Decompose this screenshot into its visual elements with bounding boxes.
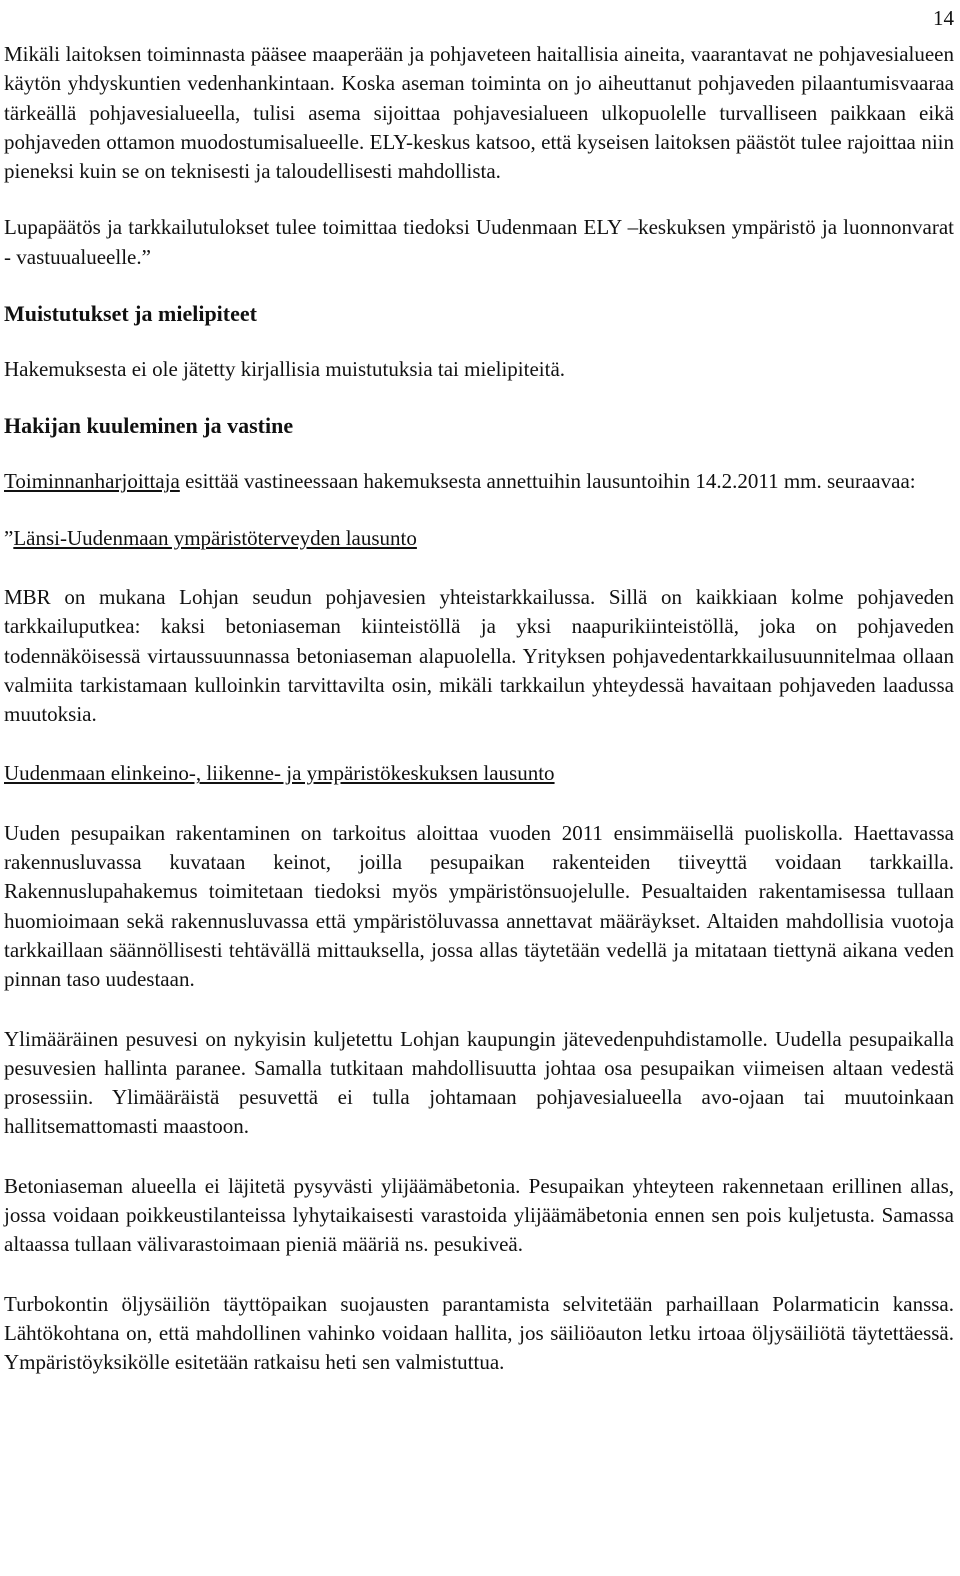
document-body [4,40,954,1378]
paragraph-operator-response [4,467,954,496]
heading-applicant-hearing: Hakijan kuuleminen ja vastine [4,413,294,439]
page-number: 14 [933,6,954,30]
quote-mark: ” [4,525,14,550]
subheading-ely-statement-text: Uudenmaan elinkeino-, liikenne- ja ympäristökeskuksen lausunto [4,761,555,786]
paragraph-groundwater-monitoring: MBR on mukana Lohjan seudun pohjavesien yhteistarkkailussa. Sillä on kaikkiaan kolme pohjaveden tarkkailuputkea: kaksi betoniaseman kiinteistöllä ja yksi naapurikiinteistöllä, joka on pohjaveden todennäköisessä virtaussuunnassa betoniaseman alapuolella. Yrityksen pohjavedentarkkailusuunnitelmaa ollaan valmiita tarkistamaan kulloinkin tarvittavilta osin, mikäli tarkkailun yhteydessä havaitaan pohjaveden laadussa muutoksia. [4,584,954,727]
paragraph-no-objections: Hakemuksesta ei ole jätetty kirjallisia muistutuksia tai mielipiteitä. [4,357,566,382]
paragraph-washing-site: Uuden pesupaikan rakentaminen on tarkoitus aloittaa vuoden 2011 ensimmäisellä puoliskolla. Haettavassa rakennusluvassa kuvataan keinot, joilla pesupaikan rakenteiden tiiveyttä voidaan tarkkailla. Rakennuslupahakemus toimitetaan tiedoksi myös ympäristönsuojelulle. Pesualtaiden rakentamisessa tullaan huomioimaan sekä rakennusluvassa että ympäristöluvassa annettavat määräykset. Altaiden mahdollisia vuotoja tarkkaillaan säännöllisesti tehtävällä mittauksella, jossa allas täytetään vedellä ja mitataan tiettynä aikana veden pinnan taso uudestaan. [4,820,954,992]
operator-response-text: esittää vastineessaan hakemuksesta annettuihin lausuntoihin 14.2.2011 mm. seuraavaa: [179,469,916,494]
operator-term: Toiminnanharjoittaja [4,469,180,494]
subheading-ely-statement [4,759,954,788]
heading-objections: Muistutukset ja mielipiteet [4,301,257,327]
subheading-health-statement-text: Länsi-Uudenmaan ympäristöterveyden lausunto [13,525,417,550]
paragraph-decision-delivery: Lupapäätös ja tarkkailutulokset tulee toimittaa tiedoksi Uudenmaan ELY –keskuksen ympäristö ja luonnonvarat - vastuualueelle.” [4,215,954,269]
paragraph-ely-statement: Mikäli laitoksen toiminnasta pääsee maaperään ja pohjaveteen haitallisia aineita, vaarantavat ne pohjavesialueen käytön yhdyskuntien vedenhankintaan. Koska aseman toiminta on jo aiheuttanut pohjaveden pilaantumisvaaraa tärkeällä pohjavesialueella, tulisi asema sijoittaa pohjavesialueen ulkopuolelle turvalliseen paikkaan eikä pohjaveden ottamon muodostumisalueelle. ELY-keskus katsoo, että kyseisen laitoksen päästöt tulee rajoittaa niin pieneksi kuin se on teknisesti ja taloudellisesti mahdollista. [4,42,954,184]
paragraph-oil-tank: Turbokontin öljysäiliön täyttöpaikan suojausten parantamista selvitetään parhaillaan Polarmaticin kanssa. Lähtökohtana on, että mahdollinen vahinko voidaan hallita, jos säiliöauton letku irtoaa öljysäiliötä täytettäessä. Ympäristöyksikölle esitetään ratkaisu heti sen valmistuttua. [4,1291,954,1375]
paragraph-surplus-concrete: Betoniaseman alueella ei läjitetä pysyvästi ylijäämäbetonia. Pesupaikan yhteyteen rakennetaan erillinen allas, jossa voidaan poikkeustilanteissa lyhytaikaisesti varastoida ylijäämäbetonia ennen sen pois kuljetusta. Samassa altaassa tullaan välivarastoimaan pieniä määriä ns. pesukiveä. [4,1173,954,1257]
paragraph-wash-water: Ylimääräinen pesuvesi on nykyisin kuljetettu Lohjan kaupungin jätevedenpuhdistamolle. Uudella pesupaikalla pesuvesien hallinta paranee. Samalla tutkitaan mahdollisuutta johtaa osa pesupaikan viimeisen altaan vedestä prosessiin. Ylimääräistä pesuvettä ei tulla johtamaan pohjavesialueella avo-ojaan tai muutoinkaan hallitsemattomasti maastoon. [4,1026,954,1139]
subheading-health-statement [4,524,954,553]
